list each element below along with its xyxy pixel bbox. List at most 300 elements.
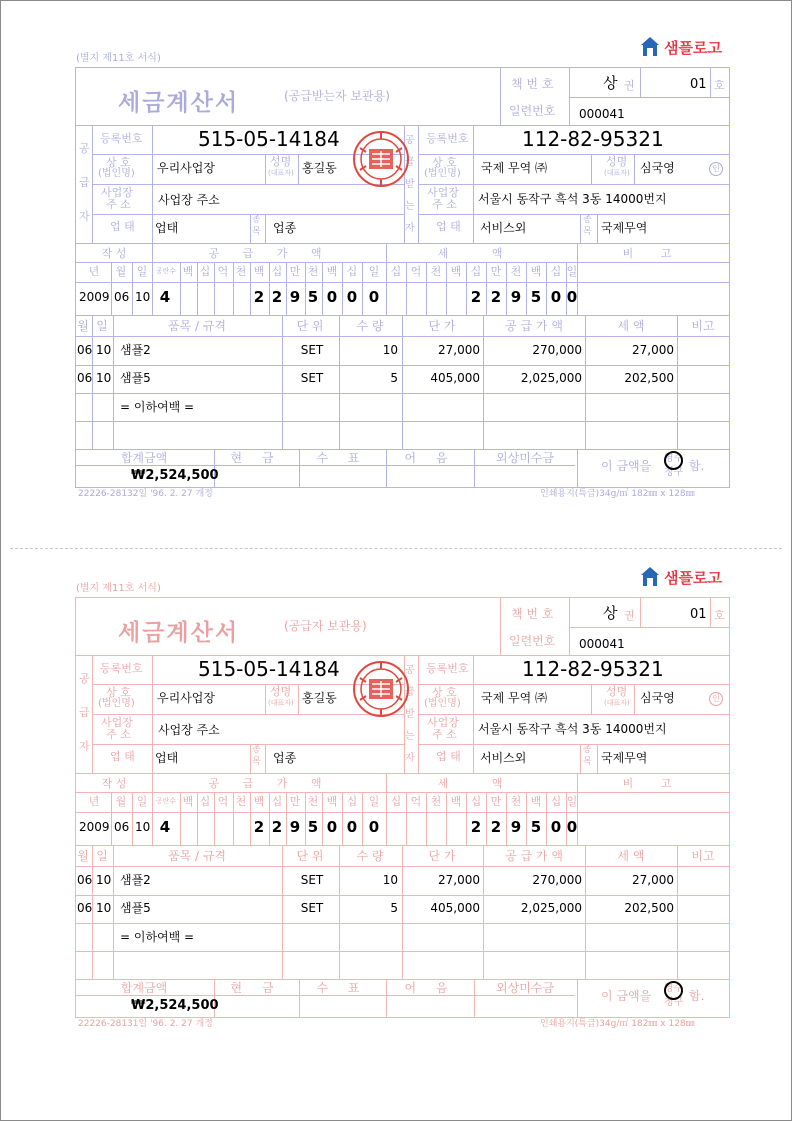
supply-unit-label: 십 — [199, 795, 211, 808]
item-unit: SET — [300, 873, 324, 887]
receiver-name: 심국영 — [640, 691, 675, 705]
grid-line — [569, 597, 570, 655]
supplier-address-label: 사업장 — [101, 716, 133, 729]
supplier-biz-item-label-2: 목 — [252, 227, 261, 237]
grid-line — [298, 684, 299, 714]
supply-unit-label: 백 — [253, 265, 265, 278]
supply-unit-label: 백 — [326, 265, 338, 278]
supply-amount-header: 공 급 가 액 — [208, 247, 332, 260]
supplier-address-label-2: 주 소 — [106, 198, 131, 211]
tax-unit-label: 십 — [550, 265, 562, 278]
grid-line — [75, 421, 730, 422]
grid-line — [180, 262, 181, 315]
house-icon — [640, 36, 660, 58]
invoice-form-red — [0, 530, 792, 1060]
serial-number: 000041 — [579, 107, 625, 121]
supplier-address-label-2: 주 소 — [106, 728, 131, 741]
item-supply: 2,025,000 — [520, 371, 582, 385]
receiver-address-label-2: 주 소 — [432, 198, 457, 211]
grid-line — [75, 792, 730, 793]
supply-digit: 9 — [289, 288, 301, 306]
cash-label: 현 금 — [230, 981, 282, 995]
item-header: 공 급 가 액 — [505, 319, 563, 333]
grid-line — [265, 684, 266, 714]
supply-unit-label: 백 — [182, 265, 194, 278]
grid-line — [418, 684, 730, 685]
tax-unit-label: 십 — [470, 795, 482, 808]
footer-right-note: 인쇄용지(특급)34g/㎡ 182㎜ x 128㎜ — [540, 489, 695, 499]
receiver-address-label: 사업장 — [427, 186, 459, 199]
grid-line — [152, 125, 153, 243]
receiver-company-sub-label: (법인명) — [424, 698, 461, 709]
receiver-vertical-label: 자 — [405, 753, 415, 764]
written-label: 작 성 — [101, 247, 127, 260]
item-header: 품목 / 규격 — [167, 849, 227, 863]
receiver-address-label: 사업장 — [427, 716, 459, 729]
grid-line — [265, 214, 266, 243]
item-header: 품목 / 규격 — [167, 319, 227, 333]
receiver-vertical-label: 는 — [405, 201, 415, 212]
supplier-biz-type-label: 업 태 — [110, 750, 135, 763]
grid-line — [597, 744, 598, 773]
supply-digit: 0 — [326, 288, 338, 306]
receiver-name-label: 성명 — [606, 685, 628, 698]
tax-unit-label: 십 — [390, 795, 402, 808]
supplier-reg-no-label: 등록번호 — [100, 662, 143, 675]
form-number-label: (별지 제11호 서식) — [76, 583, 161, 594]
claim-label: 청구 — [664, 997, 684, 1008]
grid-line — [597, 214, 598, 243]
item-qty: 5 — [390, 901, 398, 915]
supplier-company: 우리사업장 — [157, 691, 215, 705]
grid-line — [75, 866, 730, 867]
grid-line — [265, 744, 266, 773]
note-label: 어 음 — [404, 981, 456, 995]
supplier-reg-no: 515-05-14184 — [198, 127, 340, 151]
item-unit: SET — [300, 371, 324, 385]
remarks-header: 비 고 — [622, 777, 684, 790]
receiver-biz-type-label: 업 태 — [436, 750, 461, 763]
invoice-form-blue — [0, 0, 792, 530]
seal-mark: 인 — [709, 692, 723, 706]
grid-line — [250, 262, 251, 315]
tax-unit-label: 일 — [566, 795, 578, 808]
grid-line — [710, 67, 711, 97]
supply-digit: 0 — [326, 818, 338, 836]
tax-unit-label: 일 — [566, 265, 578, 278]
item-supply: 270,000 — [532, 873, 582, 887]
supplier-biz-item-label-2: 목 — [252, 757, 261, 767]
serial-no-label: 일련번호 — [509, 104, 556, 118]
supplier-address: 사업장 주소 — [158, 193, 220, 207]
grid-line — [75, 812, 730, 813]
item-header: 수 량 — [356, 849, 384, 863]
ham-label: 함. — [689, 459, 705, 473]
grid-line — [446, 792, 447, 845]
grid-line — [197, 262, 198, 315]
item-header: 일 — [96, 849, 108, 863]
grid-line — [322, 262, 323, 315]
item-header: 단 위 — [296, 849, 324, 863]
receiver-biz-type: 서비스외 — [480, 751, 527, 765]
item-header: 일 — [96, 319, 108, 333]
selected-claim-mark — [664, 451, 683, 470]
receiver-biz-type: 서비스외 — [480, 221, 527, 235]
tax-unit-label: 천 — [430, 795, 442, 808]
supply-unit-label: 일 — [368, 265, 380, 278]
book-value: 상 — [603, 604, 618, 622]
supplier-company-label: 상 호 — [106, 156, 131, 169]
tax-digit: 5 — [530, 288, 542, 306]
grid-line — [75, 336, 730, 337]
item-price: 405,000 — [430, 371, 480, 385]
grid-line — [386, 792, 387, 845]
item-header: 단 위 — [296, 319, 324, 333]
grid-line — [426, 792, 427, 845]
receiver-name-sub-label: (대표자) — [604, 699, 630, 707]
supplier-name-sub-label: (대표자) — [268, 699, 294, 707]
supply-unit-label: 만 — [289, 265, 301, 278]
grid-line — [180, 792, 181, 845]
supplier-vertical-label: 자 — [79, 740, 90, 753]
tax-unit-label: 십 — [550, 795, 562, 808]
house-icon — [640, 566, 660, 588]
receiver-address: 서울시 동작구 흑석 3동 14000번지 — [478, 192, 667, 206]
grid-line — [386, 979, 387, 1018]
supplier-company-sub-label: (법인명) — [98, 168, 135, 179]
supply-digit: 5 — [307, 288, 319, 306]
grid-line — [591, 154, 592, 184]
grid-line — [634, 154, 635, 184]
tax-unit-label: 천 — [510, 265, 522, 278]
item-tax: 27,000 — [632, 343, 674, 357]
receipt-label: 영수 — [664, 453, 684, 464]
tax-unit-label: 백 — [530, 795, 542, 808]
logo-text: 샘플로고 — [664, 568, 722, 587]
receiver-vertical-label: 공 — [405, 135, 415, 146]
item-day: 10 — [96, 873, 112, 887]
tax-digit: 9 — [510, 288, 522, 306]
receipt-label: 영수 — [664, 983, 684, 994]
grid-line — [486, 792, 487, 845]
supply-unit-label: 십 — [271, 795, 283, 808]
serial-no-label: 일련번호 — [509, 634, 556, 648]
form-title: 세금계산서 — [118, 90, 240, 116]
grid-line — [269, 262, 270, 315]
company-logo — [640, 36, 722, 58]
supplier-biz-item-label: 종 — [252, 745, 261, 755]
supply-digit: 0 — [368, 818, 380, 836]
grid-line — [305, 792, 306, 845]
grid-line — [75, 365, 730, 366]
grid-line — [286, 792, 287, 845]
date-day: 10 — [135, 820, 151, 834]
supplier-vertical-label: 급 — [79, 176, 90, 189]
grid-line — [111, 262, 112, 315]
date-month: 06 — [114, 820, 130, 834]
book-value: 상 — [603, 74, 618, 92]
grid-line — [214, 262, 215, 315]
check-label: 수 표 — [316, 451, 368, 465]
item-header: 공 급 가 액 — [505, 849, 563, 863]
receiver-reg-no-label: 등록번호 — [426, 662, 469, 675]
grid-line — [418, 744, 730, 745]
supplier-biz-type: 업태 — [155, 221, 179, 235]
supplier-biz-type: 업태 — [155, 751, 179, 765]
tax-unit-label: 만 — [490, 795, 502, 808]
receiver-name-label: 성명 — [606, 155, 628, 168]
supplier-biz-type-label: 업 태 — [110, 220, 135, 233]
supplier-company-label: 상 호 — [106, 686, 131, 699]
item-month: 06 — [77, 371, 93, 385]
supplier-name: 홍길동 — [302, 691, 337, 705]
blank-count-label: 공란수 — [155, 267, 177, 275]
item-qty: 10 — [382, 343, 398, 357]
grid-line — [546, 792, 547, 845]
item-price: 27,000 — [438, 873, 480, 887]
grid-line — [286, 262, 287, 315]
item-header: 단 가 — [428, 849, 456, 863]
tax-digit: 0 — [550, 288, 562, 306]
grid-line — [75, 282, 730, 283]
tax-digit: 2 — [470, 288, 482, 306]
book-number: 01 — [690, 77, 707, 92]
grid-line — [710, 597, 711, 627]
grid-line — [634, 684, 635, 714]
grid-line — [342, 262, 343, 315]
item-tax: 202,500 — [624, 371, 674, 385]
grid-line — [569, 97, 730, 98]
grid-line — [299, 979, 300, 1018]
total-amount-label: 합계금액 — [120, 451, 168, 465]
grid-line — [152, 773, 153, 845]
grid-line — [75, 449, 730, 450]
tax-digit: 0 — [566, 288, 578, 306]
grid-line — [406, 792, 407, 845]
item-qty: 5 — [390, 371, 398, 385]
item-unit: SET — [300, 901, 324, 915]
grid-line — [197, 792, 198, 845]
receiver-biz-item: 국제무역 — [601, 221, 648, 235]
item-day: 10 — [96, 343, 112, 357]
item-header: 수 량 — [356, 319, 384, 333]
grid-line — [111, 792, 112, 845]
remarks-header: 비 고 — [622, 247, 684, 260]
footer-right-note: 인쇄용지(특급)34g/㎡ 182㎜ x 128㎜ — [540, 1019, 695, 1029]
item-price: 405,000 — [430, 901, 480, 915]
receiver-vertical-label: 받 — [405, 179, 415, 190]
tax-unit-label: 천 — [510, 795, 522, 808]
supply-unit-label: 백 — [326, 795, 338, 808]
receiver-name-sub-label: (대표자) — [604, 169, 630, 177]
grid-line — [75, 393, 730, 394]
grid-line — [75, 951, 730, 952]
tax-digit: 5 — [530, 818, 542, 836]
tax-unit-label: 억 — [410, 795, 422, 808]
item-unit: SET — [300, 343, 324, 357]
supply-unit-label: 십 — [346, 265, 358, 278]
supplier-address-label: 사업장 — [101, 186, 133, 199]
grid-line — [526, 262, 527, 315]
item-header: 단 가 — [428, 319, 456, 333]
book-number: 01 — [690, 607, 707, 622]
book-unit-label-2: 호 — [714, 609, 725, 622]
supplier-company-sub-label: (법인명) — [98, 698, 135, 709]
grid-line — [342, 792, 343, 845]
tax-unit-label: 만 — [490, 265, 502, 278]
day-label: 일 — [136, 265, 148, 278]
supply-digit: 2 — [253, 818, 265, 836]
tax-digit: 0 — [550, 818, 562, 836]
total-amount: ₩2,524,500 — [131, 468, 219, 483]
supply-unit-label: 백 — [253, 795, 265, 808]
grid-line — [486, 262, 487, 315]
supply-digit: 9 — [289, 818, 301, 836]
book-no-label: 책 번 호 — [511, 607, 554, 621]
grid-line — [577, 449, 578, 488]
copy-type-label: (공급받는자 보관용) — [284, 89, 390, 103]
receiver-reg-no: 112-82-95321 — [522, 657, 664, 681]
receiver-company-label: 상 호 — [432, 156, 457, 169]
blank-count-label: 공란수 — [155, 797, 177, 805]
month-label: 월 — [115, 795, 127, 808]
receiver-reg-no-label: 등록번호 — [426, 132, 469, 145]
grid-line — [75, 243, 730, 244]
ham-label: 함. — [689, 989, 705, 1003]
item-month: 06 — [77, 873, 93, 887]
month-label: 월 — [115, 265, 127, 278]
supply-digit: 5 — [307, 818, 319, 836]
supply-amount-header: 공 급 가 액 — [208, 777, 332, 790]
copy-type-label: (공급자 보관용) — [284, 619, 367, 633]
grid-line — [250, 792, 251, 845]
tax-unit-label: 천 — [430, 265, 442, 278]
grid-line — [546, 262, 547, 315]
book-no-label: 책 번 호 — [511, 77, 554, 91]
item-header: 월 — [77, 319, 89, 333]
blank-count: 4 — [159, 288, 171, 306]
supplier-name-label: 성명 — [270, 685, 292, 698]
grid-line — [418, 714, 730, 715]
tax-digit: 2 — [470, 818, 482, 836]
tax-header: 세 액 — [437, 247, 523, 260]
logo-text: 샘플로고 — [664, 38, 722, 57]
grid-line — [418, 184, 730, 185]
tax-unit-label: 십 — [390, 265, 402, 278]
grid-line — [269, 792, 270, 845]
receiver-vertical-label: 급 — [405, 687, 415, 698]
supply-unit-label: 일 — [368, 795, 380, 808]
supply-digit: 0 — [346, 818, 358, 836]
grid-line — [386, 262, 387, 315]
supply-unit-label: 천 — [235, 265, 247, 278]
tax-digit: 2 — [490, 818, 502, 836]
tax-unit-label: 십 — [470, 265, 482, 278]
grid-line — [250, 744, 251, 773]
date-year: 2009 — [79, 820, 110, 834]
item-supply: 2,025,000 — [520, 901, 582, 915]
grid-line — [446, 262, 447, 315]
item-name: 샘플2 — [120, 343, 151, 357]
grid-line — [569, 627, 730, 628]
grid-line — [75, 923, 730, 924]
supplier-name-sub-label: (대표자) — [268, 169, 294, 177]
grid-line — [577, 979, 578, 1018]
supplier-address: 사업장 주소 — [158, 723, 220, 737]
receiver-company-sub-label: (법인명) — [424, 168, 461, 179]
grid-line — [474, 449, 475, 488]
item-header: 비고 — [691, 849, 715, 863]
grid-line — [406, 262, 407, 315]
supplier-biz-item-label: 종 — [252, 215, 261, 225]
grid-line — [473, 655, 474, 773]
supply-unit-label: 십 — [346, 795, 358, 808]
seal-mark: 인 — [709, 162, 723, 176]
this-amount-label: 이 금액을 — [601, 459, 652, 473]
total-amount-label: 합계금액 — [120, 981, 168, 995]
receiver-biz-item-label: 종 — [583, 215, 592, 225]
item-tax: 27,000 — [632, 873, 674, 887]
receiver-vertical-label: 는 — [405, 731, 415, 742]
supply-digit: 0 — [368, 288, 380, 306]
grid-line — [466, 792, 467, 845]
receiver-address-label-2: 주 소 — [432, 728, 457, 741]
tax-digit: 2 — [490, 288, 502, 306]
supplier-biz-item: 업종 — [273, 751, 297, 765]
grid-line — [233, 262, 234, 315]
grid-line — [75, 895, 730, 896]
company-seal-stamp — [352, 130, 410, 188]
this-amount-label: 이 금액을 — [601, 989, 652, 1003]
tax-unit-label: 백 — [450, 265, 462, 278]
supply-unit-label: 만 — [289, 795, 301, 808]
book-unit-label-2: 호 — [714, 79, 725, 92]
grid-line — [569, 67, 570, 125]
item-header: 세 액 — [617, 849, 645, 863]
company-seal-stamp — [352, 660, 410, 718]
serial-number: 000041 — [579, 637, 625, 651]
receiver-name: 심국영 — [640, 161, 675, 175]
receiver-vertical-label: 공 — [405, 665, 415, 676]
supplier-biz-item: 업종 — [273, 221, 297, 235]
written-label: 작 성 — [101, 777, 127, 790]
item-price: 27,000 — [438, 343, 480, 357]
supply-unit-label: 천 — [235, 795, 247, 808]
item-header: 월 — [77, 849, 89, 863]
date-year: 2009 — [79, 290, 110, 304]
grid-line — [580, 214, 581, 243]
item-day: 10 — [96, 901, 112, 915]
supply-unit-label: 천 — [307, 795, 319, 808]
receiver-company: 국제 무역 ㈜ — [481, 161, 547, 175]
receiver-address: 서울시 동작구 흑석 3동 14000번지 — [478, 722, 667, 736]
grid-line — [233, 792, 234, 845]
grid-line — [500, 67, 501, 125]
supplier-reg-no: 515-05-14184 — [198, 657, 340, 681]
supply-unit-label: 백 — [182, 795, 194, 808]
grid-line — [426, 262, 427, 315]
receiver-biz-item-label: 종 — [583, 745, 592, 755]
supply-digit: 2 — [271, 288, 283, 306]
claim-label: 청구 — [664, 467, 684, 478]
footer-left-note: 22226-28132일 '96. 2. 27 개정 — [78, 489, 213, 499]
supply-unit-label: 십 — [271, 265, 283, 278]
item-header: 세 액 — [617, 319, 645, 333]
receiver-company-label: 상 호 — [432, 686, 457, 699]
day-label: 일 — [136, 795, 148, 808]
year-label: 년 — [88, 795, 100, 808]
grid-line — [298, 154, 299, 184]
